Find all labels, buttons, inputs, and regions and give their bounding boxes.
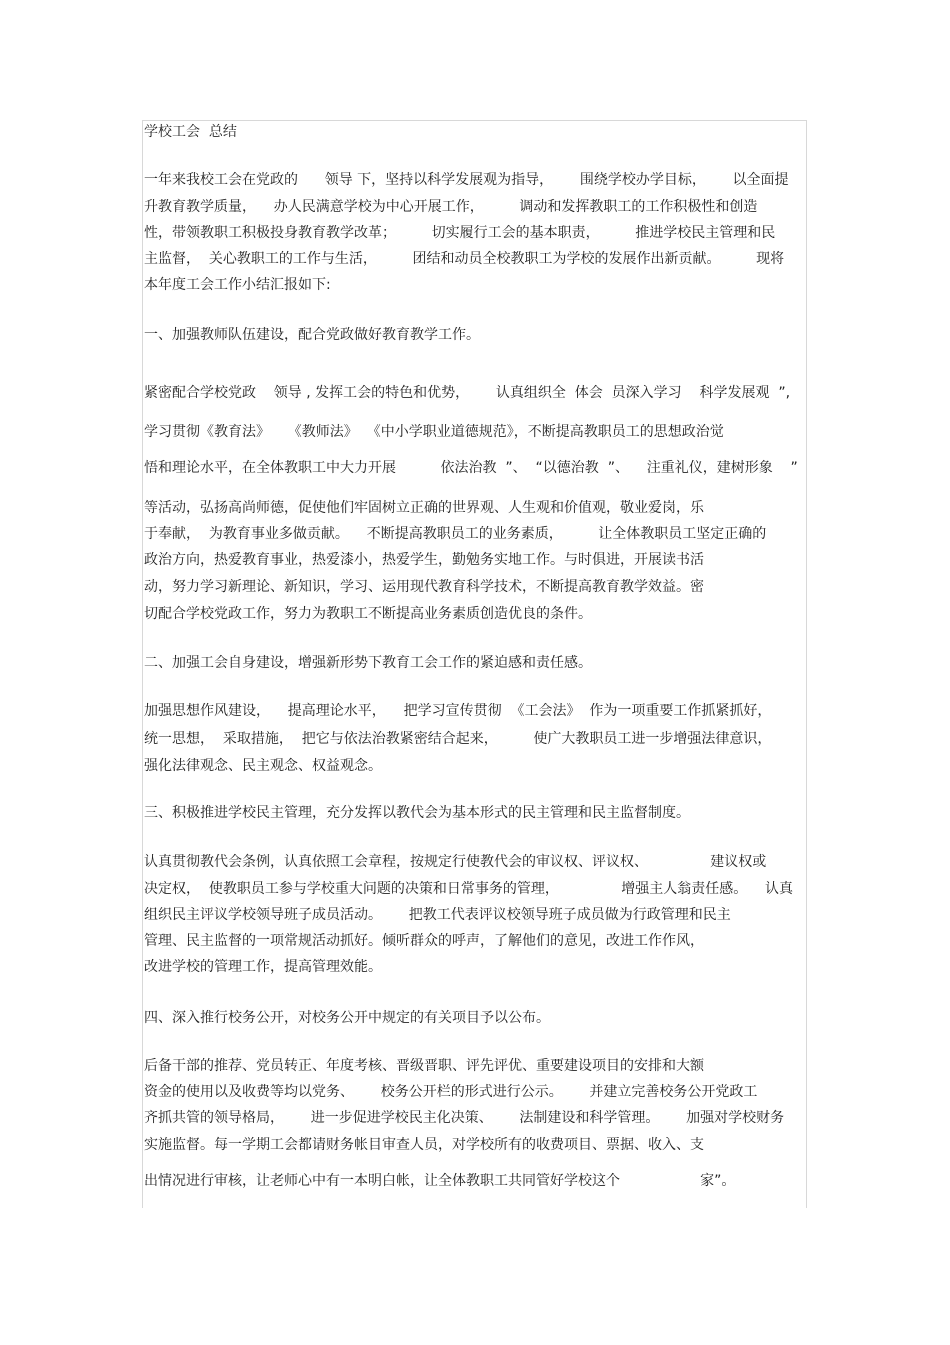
section-heading-4: 四、深入推行校务公开，对校务公开中规定的有关项目予以公布。 [144, 1010, 550, 1026]
paragraph-line: 后备干部的推荐、党员转正、年度考核、晋级晋职、评先评优、重要建设项目的安排和大额 [144, 1058, 704, 1074]
paragraph-line: 切配合学校党政工作，努力为教职工不断提高业务素质创造优良的条件。 [144, 606, 592, 622]
paragraph-line: 组织民主评议学校领导班子成员活动。 把教工代表评议校领导班子成员做为行政管理和民主 [144, 907, 731, 923]
paragraph-line: 改进学校的管理工作，提高管理效能。 [144, 959, 382, 975]
paragraph-line: 认真贯彻教代会条例，认真依照工会章程，按规定行使教代会的审议权、评议权、 建议权或 [144, 854, 767, 870]
paragraph-line: 资金的使用以及收费等均以党务、 校务公开栏的形式进行公示。 并建立完善校务公开党政工 [144, 1084, 758, 1100]
paragraph-line: 管理、民主监督的一项常规活动抓好。倾听群众的呼声，了解他们的意见，改进工作作风， [144, 933, 704, 949]
paragraph-line: 统一思想， 采取措施， 把它与依法治教紧密结合起来， 使广大教职员工进一步增强法律意识， [144, 731, 772, 747]
paragraph-line: 等活动，弘扬高尚师德，促使他们牢固树立正确的世界观、人生观和价值观，敬业爱岗，乐 [144, 500, 704, 516]
paragraph-line: 出情况进行审核，让老师心中有一本明白帐，让全体教职工共同管好学校这个 家”。 [144, 1173, 736, 1189]
section-heading-2: 二、加强工会自身建设，增强新形势下教育工会工作的紧迫感和责任感。 [144, 655, 592, 671]
paragraph-line: 紧密配合学校党政 领导 , 发挥工会的特色和优势， 认真组织全 体会 员深入学习 科学发展观 ”, [144, 385, 791, 401]
paragraph-line: 齐抓共管的领导格局， 进一步促进学校民主化决策、 法制建设和科学管理。 加强对学校财务 [144, 1110, 785, 1126]
paragraph-line: 于奉献， 为教育事业多做贡献。 不断提高教职员工的业务素质， 让全体教职员工坚定正确的 [144, 526, 767, 542]
paragraph-line: 性，带领教职工积极投身教育教学改革； 切实履行工会的基本职责， 推进学校民主管理和民 [144, 225, 776, 241]
paragraph-line: 悟和理论水平，在全体教职工中大力开展 依法治教 ”、 “以德治教 ”、 注重礼仪，建树形象 ” [144, 460, 798, 476]
section-heading-1: 一、加强教师队伍建设，配合党政做好教育教学工作。 [144, 327, 480, 343]
paragraph-line: 实施监督。每一学期工会都请财务帐目审查人员，对学校所有的收费项目、票据、收入、支 [144, 1137, 704, 1153]
paragraph-line: 强化法律观念、民主观念、权益观念。 [144, 758, 382, 774]
paragraph-line: 加强思想作风建设， 提高理论水平， 把学习宣传贯彻 《工会法》 作为一项重要工作抓紧抓好， [144, 703, 772, 719]
document-title: 学校工会 总结 [144, 124, 237, 140]
paragraph-line: 学习贯彻《教育法》 《教师法》 《中小学职业道德规范》，不断提高教职员工的思想政治觉 [144, 424, 724, 440]
paragraph-line: 主监督， 关心教职工的工作与生活， 团结和动员全校教职工为学校的发展作出新贡献。 现将 [144, 251, 785, 267]
paragraph-line: 动，努力学习新理论、新知识，学习、运用现代教育科学技术，不断提高教育教学效益。密 [144, 579, 704, 595]
section-heading-3: 三、积极推进学校民主管理，充分发挥以教代会为基本形式的民主管理和民主监督制度。 [144, 805, 690, 821]
paragraph-line: 升教育教学质量， 办人民满意学校为中心开展工作， 调动和发挥教职工的工作积极性和创造 [144, 199, 758, 215]
paragraph-line: 一年来我校工会在党政的 领导 下，坚持以科学发展观为指导， 围绕学校办学目标， 以全面提 [144, 172, 789, 188]
paragraph-line: 决定权， 使教职员工参与学校重大问题的决策和日常事务的管理， 增强主人翁责任感。 认真 [144, 881, 794, 897]
paragraph-line: 本年度工会工作小结汇报如下: [144, 277, 331, 293]
paragraph-line: 政治方向，热爱教育事业，热爱漆小，热爱学生，勤勉务实地工作。与时俱进，开展读书活 [144, 552, 704, 568]
